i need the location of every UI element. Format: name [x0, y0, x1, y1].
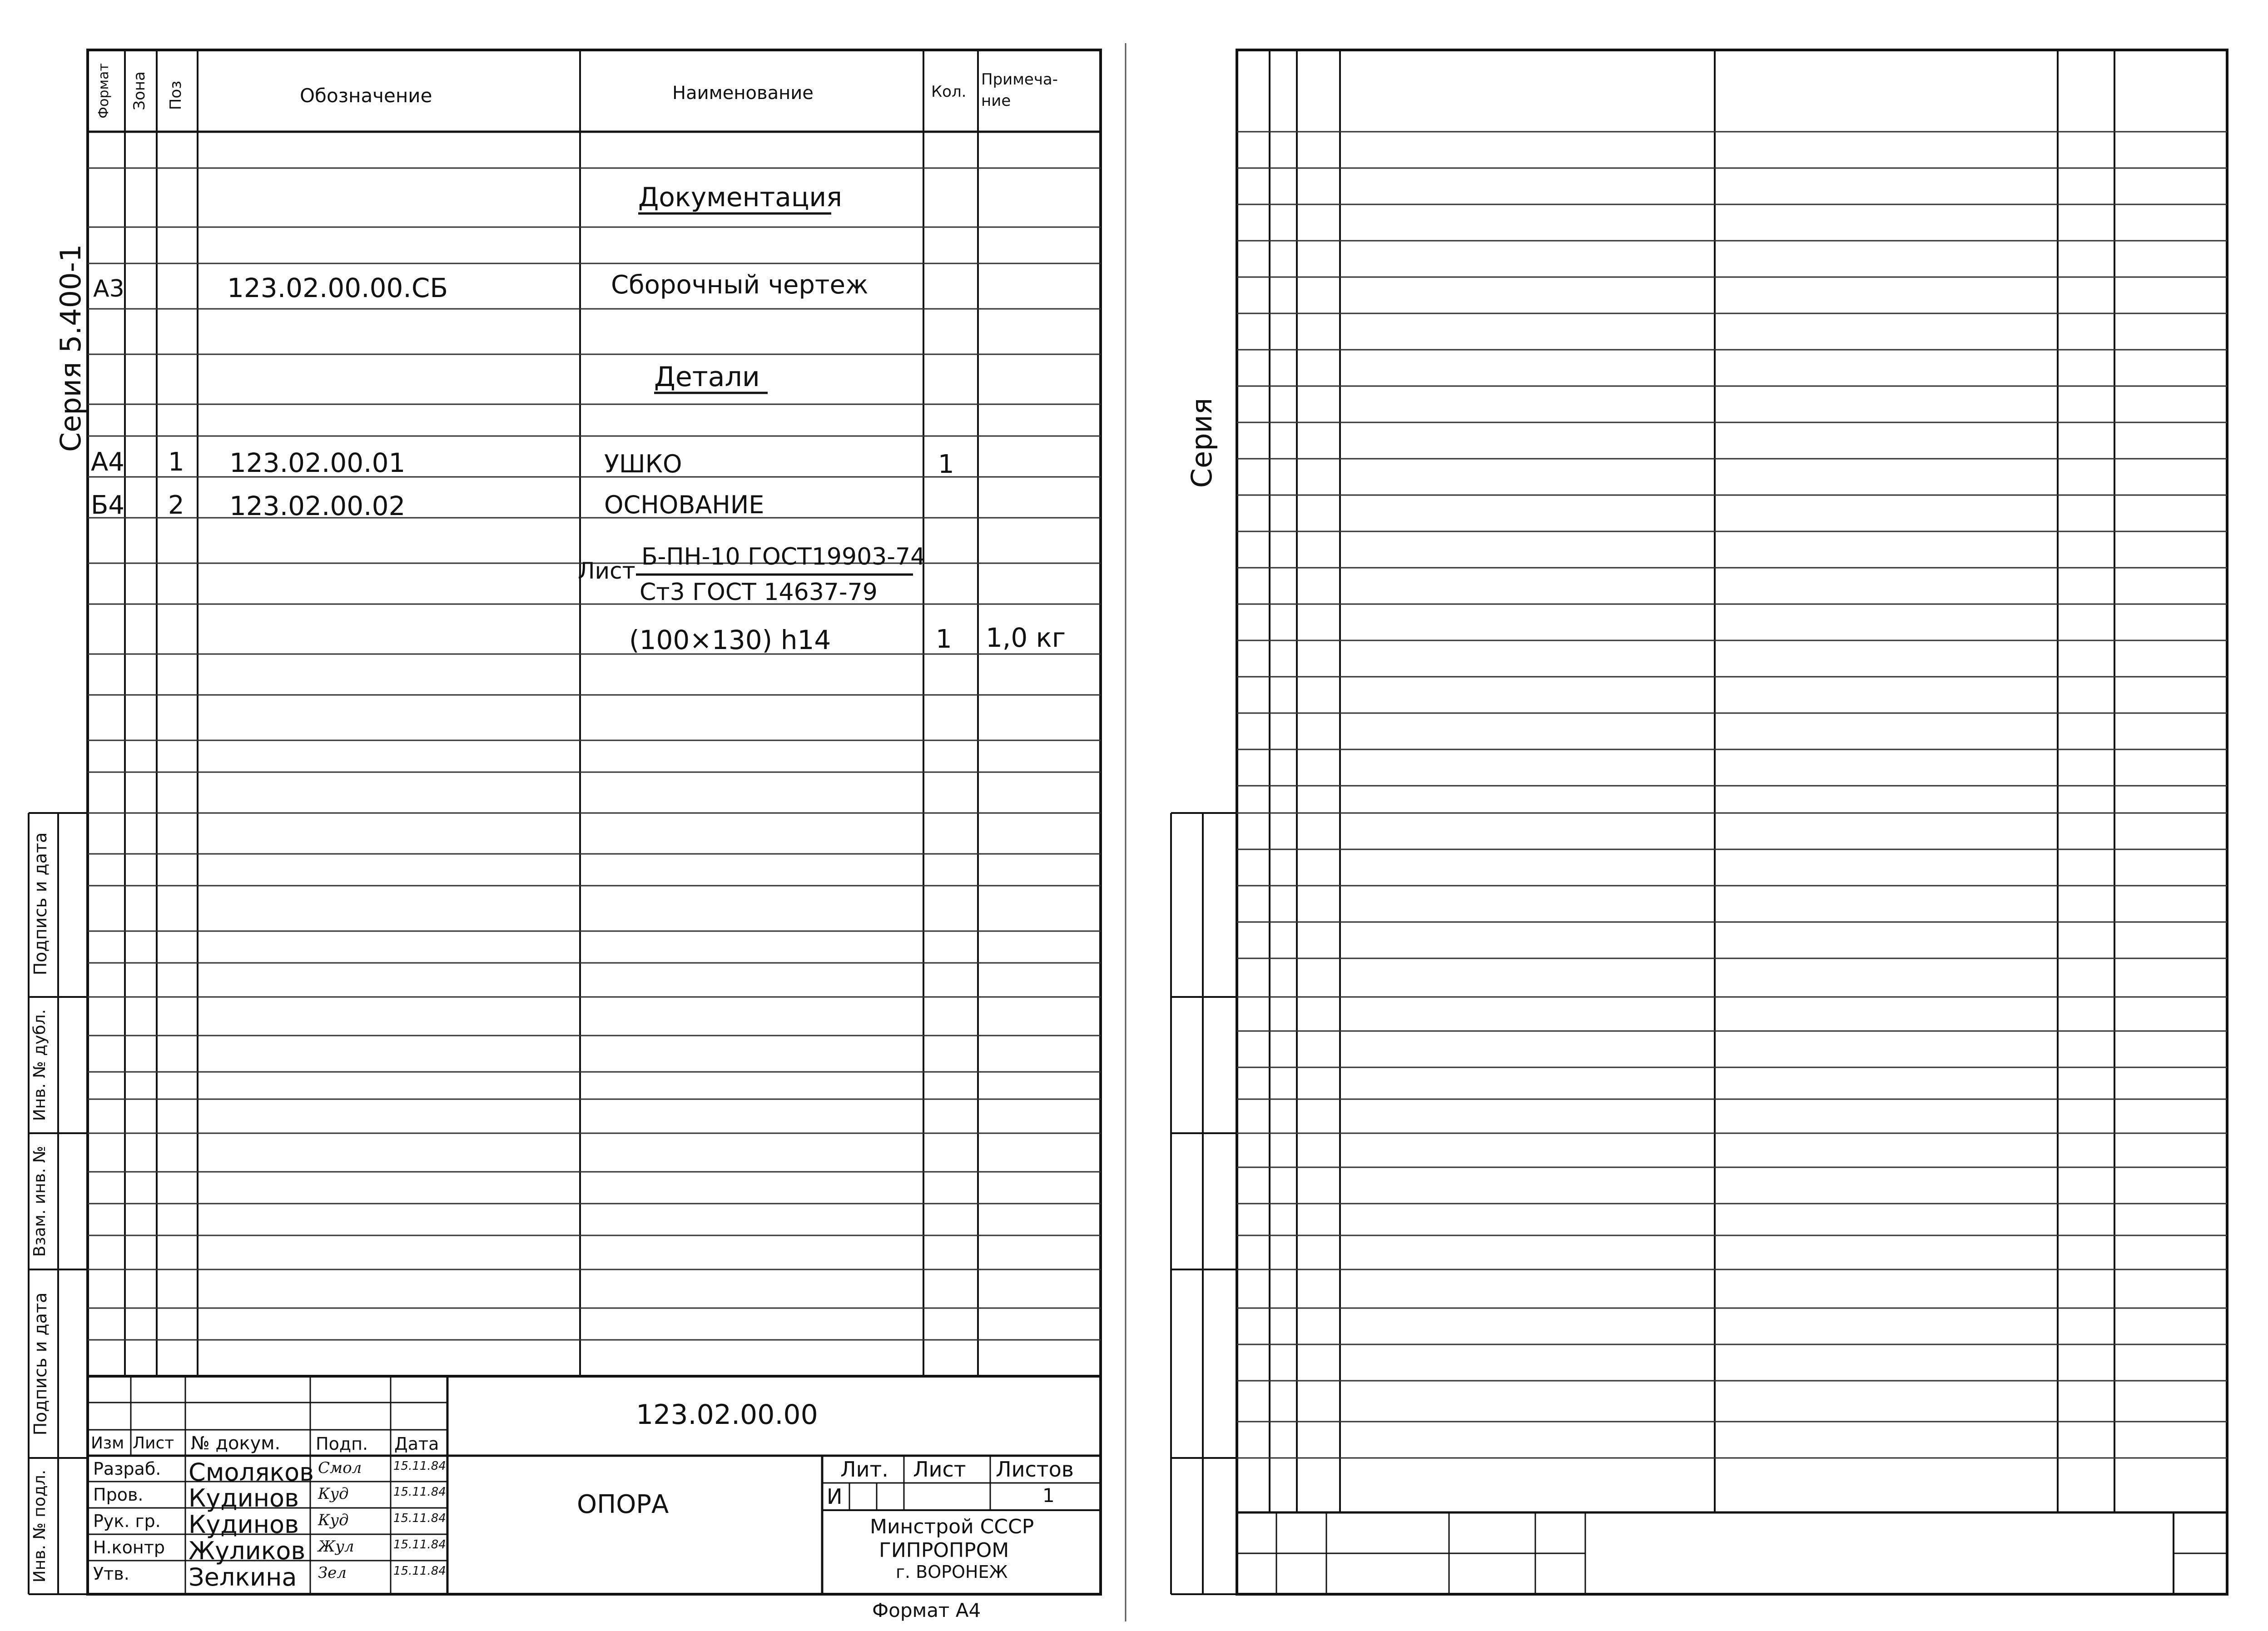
assembly-designation: 123.02.00.00.СБ	[227, 273, 448, 303]
person-name: Смоляков	[189, 1458, 314, 1487]
tb-sheet-label: Лист	[913, 1457, 966, 1482]
tb-col-list: Лист	[133, 1434, 174, 1453]
tb-sheets-value: 1	[1042, 1484, 1055, 1507]
item1-format: А4	[91, 447, 124, 477]
header-qty: Кол.	[931, 83, 967, 101]
mass-note: 1,0 кг	[986, 622, 1066, 653]
product-name: ОПОРА	[577, 1490, 669, 1519]
person-name: Кудинов	[189, 1510, 299, 1539]
org-line-2: ГИПРОПРОМ	[879, 1539, 1009, 1562]
person-date: 15.11.84	[393, 1512, 446, 1525]
tb-sheets-label: Листов	[996, 1457, 1074, 1482]
stamp-sign-date: Подпись и дата	[30, 832, 50, 976]
tb-lit-value: И	[827, 1484, 843, 1509]
stamp-vzam-inv: Взам. инв. №	[30, 1145, 49, 1257]
right-series-label: Серия	[1185, 397, 1218, 488]
item2-designation: 123.02.00.02	[229, 491, 406, 521]
person-signature: Куд	[318, 1485, 349, 1503]
person-name: Жуликов	[189, 1537, 306, 1565]
header-note-1: Примеча-	[981, 70, 1058, 89]
size-qty: 1	[936, 625, 952, 654]
item1-qty: 1	[938, 450, 954, 479]
header-designation: Обозначение	[300, 84, 432, 107]
tb-col-dokum: № докум.	[191, 1433, 281, 1454]
person-date: 15.11.84	[393, 1485, 446, 1499]
size-spec: (100×130) h14	[629, 625, 831, 655]
person-date: 15.11.84	[393, 1459, 446, 1473]
header-name: Наименование	[672, 83, 814, 104]
person-role: Рук. гр.	[93, 1511, 161, 1531]
material-prefix: Лист	[578, 558, 635, 584]
assembly-name: Сборочный чертеж	[611, 270, 868, 300]
assembly-format: А3	[93, 275, 124, 302]
person-date: 15.11.84	[393, 1564, 446, 1578]
tb-col-podp: Подп.	[316, 1434, 368, 1454]
item2-format: Б4	[91, 491, 125, 520]
person-role: Разраб.	[93, 1459, 161, 1479]
person-signature: Жул	[318, 1537, 354, 1556]
tb-col-data: Дата	[394, 1434, 439, 1454]
stamp-inv-podl: Инв. № подл.	[30, 1469, 49, 1583]
person-name: Кудинов	[189, 1484, 299, 1512]
tb-lit-label: Лит.	[840, 1457, 888, 1482]
series-label: Серия 5.400-1	[54, 244, 87, 452]
section-parts: Детали	[654, 361, 760, 393]
item2-name: ОСНОВАНИЕ	[604, 491, 764, 519]
header-pos: Поз	[167, 80, 185, 110]
stamp-sign-date-2: Подпись и дата	[30, 1292, 50, 1436]
person-role: Н.контр	[93, 1537, 165, 1557]
person-role: Утв.	[93, 1564, 129, 1584]
format-caption: Формат А4	[872, 1599, 981, 1621]
item1-pos: 1	[168, 447, 184, 477]
tb-col-izm: Изм	[91, 1434, 124, 1453]
header-zone: Зона	[130, 71, 149, 110]
org-line-3: г. ВОРОНЕЖ	[896, 1562, 1008, 1582]
material-top: Б-ПН-10 ГОСТ19903-74	[641, 543, 926, 570]
person-date: 15.11.84	[393, 1538, 446, 1552]
person-signature: Куд	[318, 1511, 349, 1529]
person-signature: Зел	[318, 1564, 347, 1582]
item1-name: УШКО	[604, 450, 682, 478]
item2-pos: 2	[168, 491, 184, 520]
header-note-2: ние	[981, 92, 1011, 110]
person-signature: Смол	[318, 1459, 362, 1477]
material-bottom: Ст3 ГОСТ 14637-79	[640, 579, 878, 606]
org-line-1: Минстрой СССР	[870, 1515, 1034, 1538]
person-role: Пров.	[93, 1485, 144, 1505]
document-number: 123.02.00.00	[636, 1399, 818, 1431]
item1-designation: 123.02.00.01	[229, 447, 406, 478]
stamp-inv-dubl: Инв. № дубл.	[30, 1009, 49, 1121]
header-format: Формат	[96, 63, 112, 119]
section-documentation: Документация	[638, 182, 842, 213]
person-name: Зелкина	[189, 1563, 297, 1591]
